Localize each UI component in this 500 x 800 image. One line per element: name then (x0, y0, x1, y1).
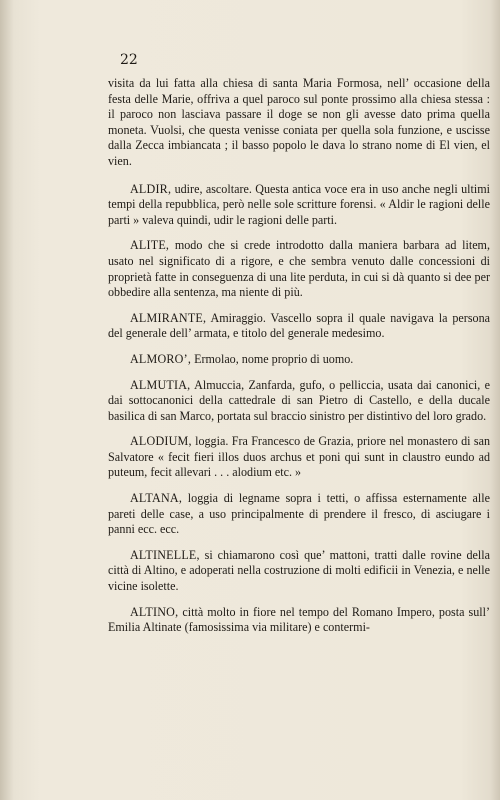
entry-headword: ALMIRANTE, (130, 310, 207, 325)
entry-text: udire, ascoltare. Questa antica voce era in uso anche negli ultimi tempi della repubblica, però nelle sole scritture forensi. « Aldir le ragioni delle parti » valeva quindi, udir le ragioni delle parti. (108, 181, 490, 227)
entry-altana (108, 491, 490, 538)
entry-almutia (108, 378, 490, 425)
entry-text: si chiamarono così que’ mattoni, tratti dalle rovine della città di Altino, e adoperati nella costruzione di molti edificii in Venezia, e nelle vicine isolette. (108, 547, 490, 594)
entry-headword: ALITE, (130, 238, 170, 253)
entry-aldir (108, 182, 490, 229)
entry-text: Almuccia, Zanfarda, gufo, o pelliccia, usata dai canonici, e dai sottocanonici della cattedrale di san Pietro di Castello, e della ducale basilica di san Marco, portata sul braccio sinistro per distintivo del loro grado. (108, 377, 490, 423)
entry-text: visita da lui fatta alla chiesa di santa Maria Formosa, nell’ occasione della festa delle Marie, offriva a quel paroco sul ponte prossimo alla chiesa stessa : il paroco non lasciava passare il doge se non gli avesse dato prima quella moneta. Vuolsi, che questa venisse coniata per quella sola funzione, e uscisse dalla Zecca imbiancata ; il basso popolo le dava lo strano nome di El vien, el vien. (108, 76, 490, 168)
entry-headword: ALODIUM, (130, 434, 192, 449)
entry-headword: ALTANA, (130, 491, 183, 506)
entry-almoro (108, 352, 490, 368)
entry-headword: ALTINELLE, (130, 547, 200, 562)
entry-continuation (108, 76, 490, 170)
entry-alodium (108, 434, 490, 481)
dictionary-text (108, 76, 490, 646)
entry-almirante (108, 311, 490, 342)
entry-headword: ALMUTIA, (130, 377, 191, 392)
entry-altinelle (108, 548, 490, 595)
entry-headword: ALTINO, (130, 604, 179, 619)
entry-text: Ermolao, nome proprio di uomo. (191, 351, 354, 366)
entry-text: città molto in fiore nel tempo del Romano Impero, posta sull’ Emilia Altinate (famosissima via militare) e contermi- (108, 604, 490, 635)
entry-altino (108, 605, 490, 636)
entry-text: loggia di legname sopra i tetti, o affissa esternamente alle pareti delle case, a uso principalmente di prendere il fresco, di asciugare i panni ecc. ecc. (108, 491, 490, 537)
page-number: 22 (120, 52, 138, 68)
entry-text: modo che si crede introdotto dalla maniera barbara ad litem, usato nel significato di a rigore, e che sembra venuto dalle concessioni di proprietà fatte in conseguenza di una lite perduta, in cui si dà quanto si dee per obbedire alla sentenza, ma niente di più. (108, 238, 490, 300)
entry-headword: ALMORO’, (130, 351, 192, 366)
entry-text: Amiraggio. Vascello sopra il quale navigava la persona del generale dell’ armata, e titolo del generale medesimo. (108, 310, 490, 341)
entry-headword: ALDIR, (130, 181, 172, 196)
entry-alite (108, 238, 490, 300)
entry-text: loggia. Fra Francesco de Grazia, priore nel monastero di san Salvatore « fecit fieri illos duos archus et poni qui sunt in claustro eundo ad puteum, fecit allevari . . . alodium etc. » (108, 434, 490, 480)
